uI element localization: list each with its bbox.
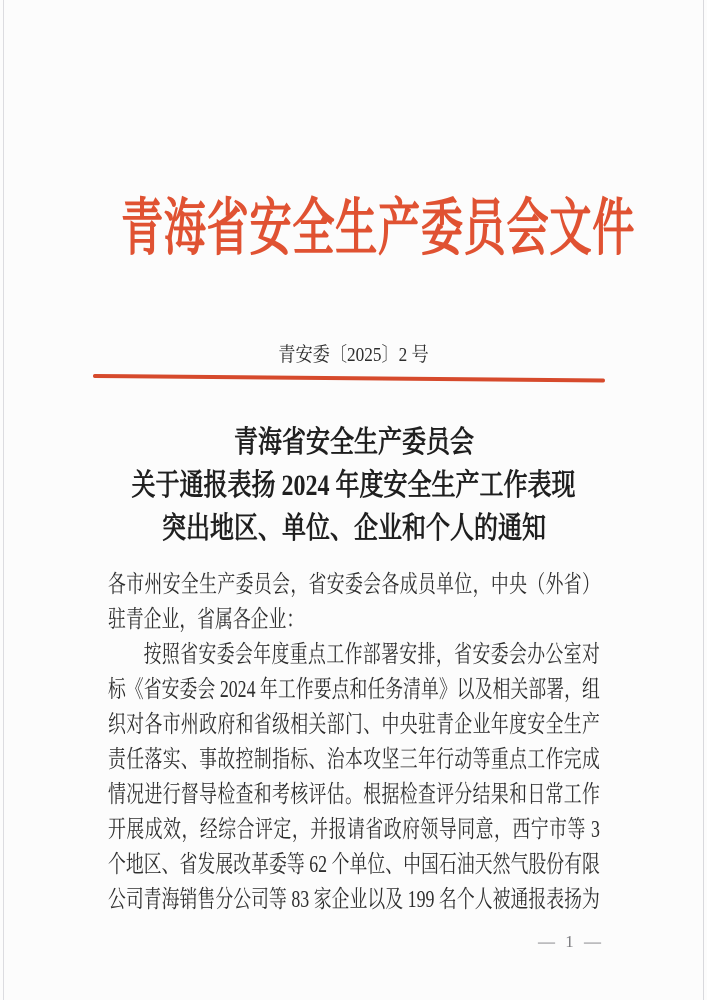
document-number bbox=[0, 338, 707, 367]
document-title-line-text: 青海省安全生产委员会 bbox=[233, 426, 474, 459]
document-number-text: 青安委〔2025〕2 号 bbox=[278, 344, 429, 366]
document-title-line bbox=[0, 467, 707, 510]
letterhead-title-text: 青海省安全生产委员会文件 bbox=[120, 195, 636, 263]
document-title-line-text: 突出地区、单位、企业和个人的通知 bbox=[161, 512, 546, 545]
document-title bbox=[0, 424, 707, 553]
body-line-salutation: 驻青企业，省属各企业： bbox=[108, 607, 305, 633]
document-title-line bbox=[0, 510, 707, 553]
body-line: 开展成效，经综合评定，并报请省政府领导同意，西宁市等 3 bbox=[108, 817, 600, 843]
body-line: 标《省安委会 2024 年工作要点和任务清单》以及相关部署，组 bbox=[108, 677, 600, 703]
document-body bbox=[108, 568, 600, 918]
body-line: 按照省安委会年度重点工作部署安排，省安委会办公室对 bbox=[143, 642, 600, 668]
document-title-line-text: 关于通报表扬 2024 年度安全生产工作表现 bbox=[131, 469, 576, 502]
letterhead-title bbox=[0, 197, 707, 262]
body-line: 公司青海销售分公司等 83 家企业以及 199 名个人被通报表扬为 bbox=[108, 887, 600, 913]
body-line: 个地区、省发展改革委等 62 个单位、中国石油天然气股份有限 bbox=[108, 852, 600, 878]
red-divider-line bbox=[93, 374, 605, 382]
page-number: — 1 — bbox=[538, 932, 604, 951]
body-line-salutation: 各市州安全生产委员会，省安委会各成员单位，中央（外省） bbox=[108, 572, 600, 598]
body-line: 织对各市州政府和省级相关部门、中央驻青企业年度安全生产 bbox=[108, 712, 600, 738]
document-title-line bbox=[0, 424, 707, 467]
body-line: 责任落实、事故控制指标、治本攻坚三年行动等重点工作完成 bbox=[108, 747, 600, 773]
body-line: 情况进行督导检查和考核评估。根据检查评分结果和日常工作 bbox=[108, 782, 600, 808]
